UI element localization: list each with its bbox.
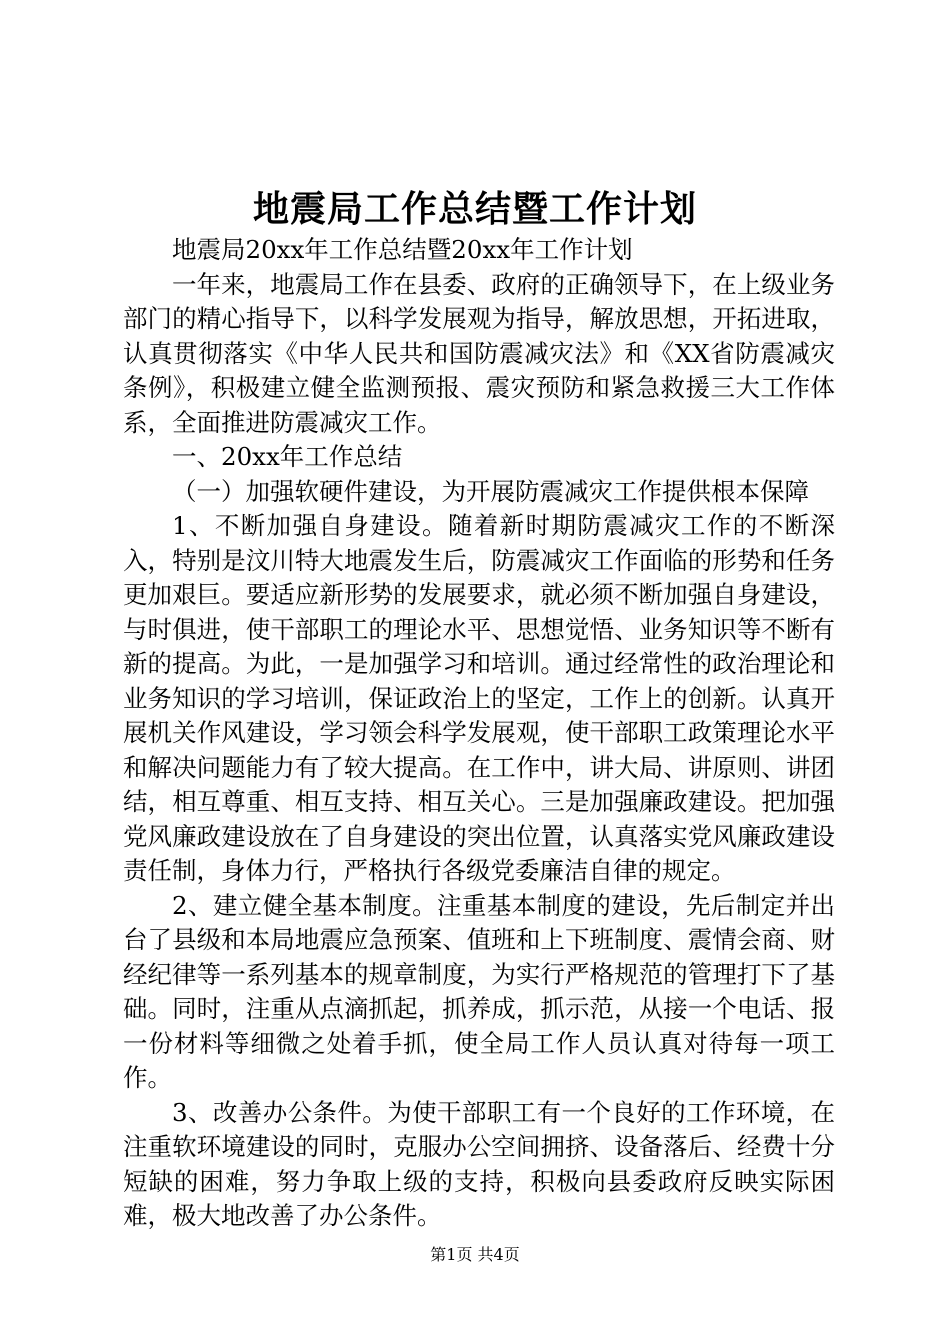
paragraph-intro: 一年来，地震局工作在县委、政府的正确领导下，在上级业务部门的精心指导下，以科学发展观为指导，解放思想，开拓进取，认真贯彻落实《中华人民共和国防震减灾法》和《XX省防震减灾条例》，积极建立健全监测预报、震灾预防和紧急救援三大工作体系，全面推进防震减灾工作。 [123, 269, 835, 437]
document-title: 地震局工作总结暨工作计划 [252, 188, 697, 230]
paragraph-item-2: 2、建立健全基本制度。注重基本制度的建设，先后制定并出台了县级和本局地震应急预案、值班和上下班制度、震情会商、财经纪律等一系列基本的规章制度，为实行严格规范的管理打下了基础。同时，注重从点滴抓起，抓养成，抓示范，从接一个电话、报一份材料等细微之处着手抓，使全局工作人员认真对待每一项工作。 [123, 890, 835, 1092]
paragraph-subtitle: 地震局20xx年工作总结暨20xx年工作计划 [172, 235, 633, 264]
paragraph-item-1: 1、不断加强自身建设。随着新时期防震减灾工作的不断深入，特别是汶川特大地震发生后，防震减灾工作面临的形势和任务更加艰巨。要适应新形势的发展要求，就必须不断加强自身建设，与时俱进，使干部职工的理论水平、思想觉悟、业务知识等不断有新的提高。为此，一是加强学习和培训。通过经常性的政治理论和业务知识的学习培训，保证政治上的坚定，工作上的创新。认真开展机关作风建设，学习领会科学发展观，使干部职工政策理论水平和解决问题能力有了较大提高。在工作中，讲大局、讲原则、讲团结，相互尊重、相互支持、相互关心。三是加强廉政建设。把加强党风廉政建设放在了自身建设的突出位置，认真落实党风廉政建设责任制，身体力行，严格执行各级党委廉洁自律的规定。 [123, 511, 835, 885]
document-body [123, 233, 835, 1234]
section-heading: 一、20xx年工作总结 [172, 442, 403, 471]
paragraph-item-3: 3、改善办公条件。为使干部职工有一个良好的工作环境，在注重软环境建设的同时，克服办公空间拥挤、设备落后、经费十分短缺的困难，努力争取上级的支持，积极向县委政府反映实际困难，极大地改善了办公条件。 [123, 1097, 835, 1230]
subsection-heading: （一）加强软硬件建设，为开展防震减灾工作提供根本保障 [172, 476, 809, 506]
page-footer: 第1页 共4页 [430, 1245, 520, 1264]
